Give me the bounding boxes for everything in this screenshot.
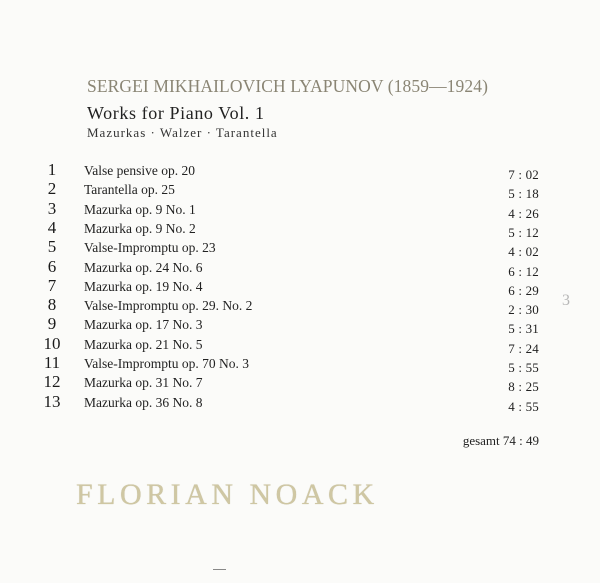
track-number: 6: [47, 256, 57, 276]
work-subtitle: Mazurkas · Walzer · Tarantella: [87, 125, 278, 140]
track-number: 8: [47, 295, 57, 315]
track-row: [0, 392, 600, 414]
track-number: 3: [47, 198, 57, 218]
track-number: 13: [43, 391, 61, 411]
page-number: 3: [562, 292, 570, 309]
track-duration: 2 : 30: [508, 302, 539, 318]
track-title: Mazurka op. 9 No. 2: [84, 220, 196, 236]
track-title: Mazurka op. 19 No. 4: [84, 278, 203, 294]
track-duration: 6 : 29: [508, 282, 539, 298]
work-title: Works for Piano Vol. 1: [87, 103, 265, 123]
track-title: Mazurka op. 21 No. 5: [84, 336, 203, 352]
track-title: Mazurka op. 36 No. 8: [84, 394, 203, 410]
track-duration: 5 : 55: [508, 360, 539, 375]
track-title: Valse-Impromptu op. 23: [84, 240, 216, 256]
track-duration: 8 : 25: [508, 379, 539, 395]
track-duration: 7 : 24: [508, 340, 539, 356]
track-number: 11: [43, 353, 61, 372]
track-number: 12: [43, 372, 61, 392]
track-title: Tarantella op. 25: [84, 182, 175, 198]
track-duration: 4 : 02: [508, 244, 539, 260]
track-title: Mazurka op. 24 No. 6: [84, 259, 203, 275]
track-duration: 4 : 55: [508, 398, 539, 414]
fold-mark: [213, 569, 226, 570]
track-number: 7: [47, 275, 57, 295]
track-number: 5: [47, 237, 57, 257]
track-number: 1: [47, 160, 57, 179]
track-title: Mazurka op. 31 No. 7: [84, 375, 203, 391]
total-duration: gesamt 74 : 49: [462, 433, 539, 448]
track-title: Mazurka op. 9 No. 1: [84, 201, 196, 217]
track-number: 9: [47, 314, 57, 334]
track-title: Valse pensive op. 20: [84, 163, 195, 178]
track-title: Mazurka op. 17 No. 3: [84, 317, 203, 333]
track-duration: 5 : 18: [508, 186, 539, 202]
track-duration: 5 : 12: [508, 224, 539, 240]
track-duration: 6 : 12: [508, 263, 539, 279]
performer-name: FLORIAN NOACK: [76, 478, 379, 511]
track-number: 4: [47, 217, 57, 237]
track-number: 10: [43, 333, 61, 353]
track-title: Valse-Impromptu op. 70 No. 3: [84, 356, 249, 371]
track-duration: 7 : 02: [508, 167, 539, 182]
track-number: 2: [47, 179, 57, 199]
track-duration: 5 : 31: [508, 321, 539, 337]
composer-heading: SERGEI MIKHAILOVICH LYAPUNOV (1859—1924): [87, 76, 489, 96]
track-title: Valse-Impromptu op. 29. No. 2: [84, 298, 253, 314]
track-duration: 4 : 26: [508, 205, 539, 221]
